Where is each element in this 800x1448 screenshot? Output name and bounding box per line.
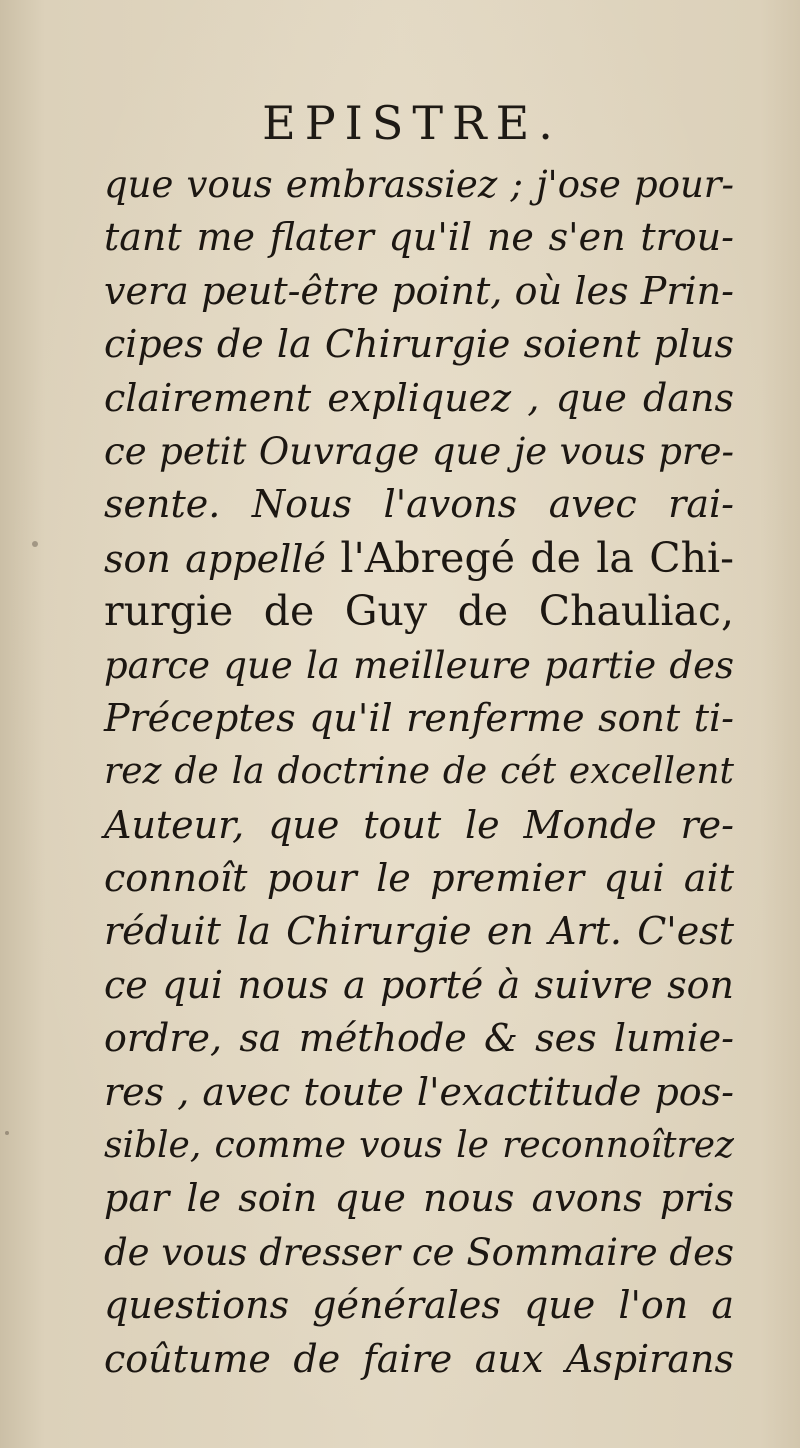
roman-segment: l'Abregé de la Chi-: [340, 533, 734, 582]
text-line: clairement expliquez , que dans: [104, 375, 734, 420]
text-line: réduit la Chirurgie en Art. C'est: [104, 909, 734, 954]
text-line: ce qui nous a porté à suivre son: [104, 962, 734, 1007]
text-line: Auteur, que tout le Monde re-: [104, 802, 734, 847]
text-line: rurgie de Guy de Chauliac,: [104, 587, 734, 636]
text-line: cipes de la Chirurgie soient plus: [104, 322, 734, 367]
body-text: [104, 158, 734, 1386]
page-speck: [5, 1131, 9, 1135]
text-line: ordre, sa méthode & ses lumie-: [104, 1016, 734, 1061]
text-line: res , avec toute l'exactitude pos-: [104, 1069, 734, 1114]
text-line: par le soin que nous avons pris: [104, 1176, 734, 1221]
text-line-mixed: [104, 532, 734, 585]
text-line: sible, comme vous le reconnoîtrez: [104, 1125, 734, 1167]
text-line: parce que la meilleure partie des: [104, 643, 734, 687]
text-line: ce petit Ouvrage que je vous pre-: [104, 429, 734, 473]
text-line: sente. Nous l'avons avec rai-: [104, 482, 734, 527]
text-line: rez de la doctrine de cét excellent: [104, 751, 734, 793]
text-line: Préceptes qu'il renferme sont ti-: [104, 695, 734, 740]
text-line: coûtume de faire aux Aspirans: [104, 1336, 734, 1381]
text-line: de vous dresser ce Sommaire des: [104, 1230, 734, 1274]
page-speck: [32, 541, 38, 547]
text-line: questions générales que l'on a: [104, 1283, 734, 1328]
text-line: connoît pour le premier qui ait: [104, 856, 734, 901]
text-line: tant me flater qu'il ne s'en trou-: [104, 215, 734, 260]
italic-segment: son appellé: [104, 536, 326, 581]
running-head: EPISTRE.: [262, 96, 562, 150]
text-line: vera peut-être point, où les Prin-: [104, 268, 734, 313]
text-line: que vous embrassiez ; j'ose pour-: [104, 163, 734, 206]
